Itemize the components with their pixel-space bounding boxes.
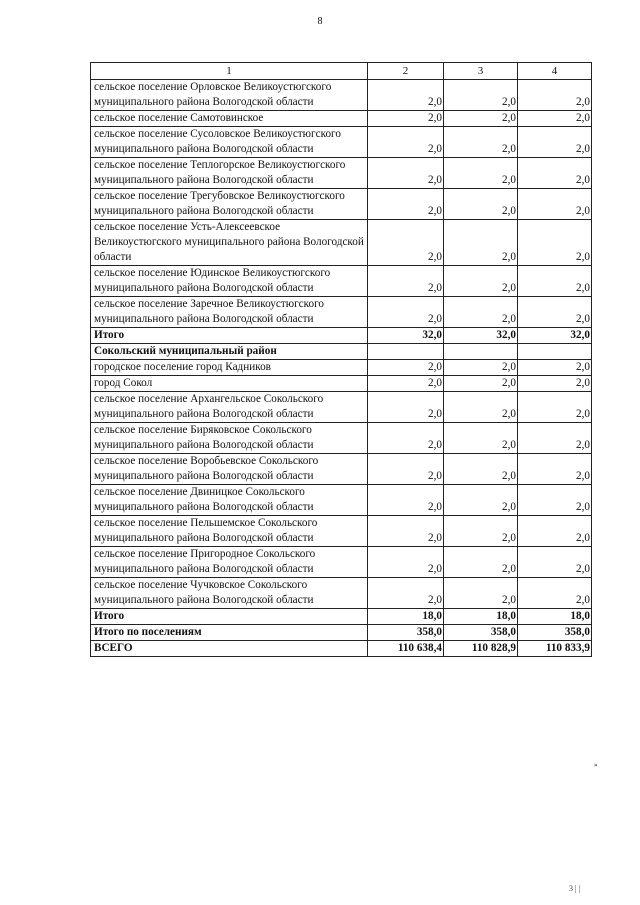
table-row	[91, 297, 592, 328]
value-cell-col2: 2,0	[368, 111, 444, 127]
value-cell-col2: 2,0	[368, 516, 444, 547]
settlement-name-cell: Сокольский муниципальный район	[91, 344, 368, 360]
settlement-name-cell: город Сокол	[91, 376, 368, 392]
value-cell-col2: 2,0	[368, 547, 444, 578]
settlement-name-cell: Итого	[91, 328, 368, 344]
value-cell-col4: 110 833,9	[518, 641, 592, 657]
value-cell-col2: 2,0	[368, 220, 444, 266]
value-cell-col2: 358,0	[368, 625, 444, 641]
value-cell-col2: 2,0	[368, 423, 444, 454]
table-row	[91, 578, 592, 609]
value-cell-col3: 358,0	[444, 625, 518, 641]
value-cell-col2: 2,0	[368, 392, 444, 423]
value-cell-col4: 2,0	[518, 376, 592, 392]
settlement-name-cell: сельское поселение Трегубовское Великоустюгского муниципального района Вологодской области	[91, 189, 368, 220]
settlement-name-cell: сельское поселение Двиницкое Сокольского муниципального района Вологодской области	[91, 485, 368, 516]
value-cell-col2: 2,0	[368, 189, 444, 220]
value-cell-col4: 2,0	[518, 547, 592, 578]
total-row	[91, 328, 592, 344]
value-cell-col4: 2,0	[518, 189, 592, 220]
value-cell-col2: 2,0	[368, 266, 444, 297]
value-cell-col4: 2,0	[518, 220, 592, 266]
value-cell-col4: 2,0	[518, 297, 592, 328]
table-row	[91, 111, 592, 127]
value-cell-col2: 2,0	[368, 360, 444, 376]
header-cell: 3	[444, 63, 518, 80]
value-cell-col3: 2,0	[444, 485, 518, 516]
value-cell-col2: 32,0	[368, 328, 444, 344]
value-cell-col2: 2,0	[368, 376, 444, 392]
page-number: 8	[317, 16, 323, 27]
value-cell-col2: 2,0	[368, 297, 444, 328]
table-row	[91, 376, 592, 392]
settlement-name-cell: сельское поселение Архангельское Сокольского муниципального района Вологодской области	[91, 392, 368, 423]
value-cell-col4	[518, 344, 592, 360]
value-cell-col4: 2,0	[518, 111, 592, 127]
table-row	[91, 266, 592, 297]
value-cell-col4: 358,0	[518, 625, 592, 641]
value-cell-col3: 2,0	[444, 189, 518, 220]
settlement-name-cell: сельское поселение Чучковское Сокольского муниципального района Вологодской области	[91, 578, 368, 609]
value-cell-col2: 18,0	[368, 609, 444, 625]
table-row	[91, 127, 592, 158]
value-cell-col4: 2,0	[518, 80, 592, 111]
value-cell-col4: 2,0	[518, 516, 592, 547]
value-cell-col3: 2,0	[444, 220, 518, 266]
value-cell-col4: 2,0	[518, 485, 592, 516]
value-cell-col4: 2,0	[518, 360, 592, 376]
table-row	[91, 516, 592, 547]
value-cell-col3: 110 828,9	[444, 641, 518, 657]
table-row	[91, 360, 592, 376]
table-body	[91, 63, 592, 657]
value-cell-col3: 2,0	[444, 127, 518, 158]
settlement-name-cell: сельское поселение Сусоловское Великоустюгского муниципального района Вологодской области	[91, 127, 368, 158]
value-cell-col3: 2,0	[444, 158, 518, 189]
section-header-row	[91, 344, 592, 360]
value-cell-col4: 2,0	[518, 266, 592, 297]
header-cell: 1	[91, 63, 368, 80]
value-cell-col3: 2,0	[444, 376, 518, 392]
value-cell-col3: 32,0	[444, 328, 518, 344]
value-cell-col2: 2,0	[368, 578, 444, 609]
settlement-name-cell: сельское поселение Биряковское Сокольского муниципального района Вологодской области	[91, 423, 368, 454]
value-cell-col2: 2,0	[368, 127, 444, 158]
table-row	[91, 454, 592, 485]
header-cell: 4	[518, 63, 592, 80]
settlement-name-cell: сельское поселение Усть-Алексеевское Великоустюгского муниципального района Вологодской области	[91, 220, 368, 266]
value-cell-col4: 2,0	[518, 423, 592, 454]
value-cell-col4: 2,0	[518, 392, 592, 423]
value-cell-col3: 2,0	[444, 516, 518, 547]
table-header-row	[91, 63, 592, 80]
header-cell: 2	[368, 63, 444, 80]
settlement-name-cell: сельское поселение Орловское Великоустюгского муниципального района Вологодской области	[91, 80, 368, 111]
settlement-name-cell: сельское поселение Пригородное Сокольского муниципального района Вологодской области	[91, 547, 368, 578]
value-cell-col4: 2,0	[518, 158, 592, 189]
value-cell-col3: 2,0	[444, 547, 518, 578]
value-cell-col2: 110 638,4	[368, 641, 444, 657]
table-row	[91, 392, 592, 423]
value-cell-col3: 2,0	[444, 423, 518, 454]
settlement-name-cell: сельское поселение Самотовинское	[91, 111, 368, 127]
table-row	[91, 80, 592, 111]
total-row	[91, 641, 592, 657]
value-cell-col4: 2,0	[518, 454, 592, 485]
allocation-table	[90, 62, 592, 657]
value-cell-col4: 2,0	[518, 578, 592, 609]
table-row	[91, 423, 592, 454]
table-row	[91, 220, 592, 266]
settlement-name-cell: Итого по поселениям	[91, 625, 368, 641]
total-row	[91, 625, 592, 641]
total-row	[91, 609, 592, 625]
value-cell-col3: 2,0	[444, 297, 518, 328]
value-cell-col4: 32,0	[518, 328, 592, 344]
table-row	[91, 547, 592, 578]
value-cell-col3: 2,0	[444, 578, 518, 609]
settlement-name-cell: сельское поселение Теплогорское Великоустюгского муниципального района Вологодской области	[91, 158, 368, 189]
value-cell-col2: 2,0	[368, 158, 444, 189]
table-row	[91, 189, 592, 220]
corner-mark: 3 | |	[569, 884, 581, 893]
value-cell-col4: 2,0	[518, 127, 592, 158]
value-cell-col3: 2,0	[444, 454, 518, 485]
value-cell-col3: 2,0	[444, 80, 518, 111]
settlement-name-cell: ВСЕГО	[91, 641, 368, 657]
table-row	[91, 158, 592, 189]
table-row	[91, 485, 592, 516]
settlement-name-cell: Итого	[91, 609, 368, 625]
value-cell-col2: 2,0	[368, 454, 444, 485]
value-cell-col2	[368, 344, 444, 360]
value-cell-col3: 2,0	[444, 266, 518, 297]
value-cell-col3: 18,0	[444, 609, 518, 625]
settlement-name-cell: городское поселение город Кадников	[91, 360, 368, 376]
settlement-name-cell: сельское поселение Заречное Великоустюгского муниципального района Вологодской области	[91, 297, 368, 328]
value-cell-col3: 2,0	[444, 111, 518, 127]
value-cell-col2: 2,0	[368, 485, 444, 516]
value-cell-col3: 2,0	[444, 360, 518, 376]
settlement-name-cell: сельское поселение Пельшемское Сокольского муниципального района Вологодской области	[91, 516, 368, 547]
value-cell-col3	[444, 344, 518, 360]
settlement-name-cell: сельское поселение Воробьевское Сокольского муниципального района Вологодской области	[91, 454, 368, 485]
value-cell-col3: 2,0	[444, 392, 518, 423]
value-cell-col4: 18,0	[518, 609, 592, 625]
closing-quote-mark: »	[594, 761, 598, 769]
value-cell-col2: 2,0	[368, 80, 444, 111]
settlement-name-cell: сельское поселение Юдинское Великоустюгского муниципального района Вологодской области	[91, 266, 368, 297]
